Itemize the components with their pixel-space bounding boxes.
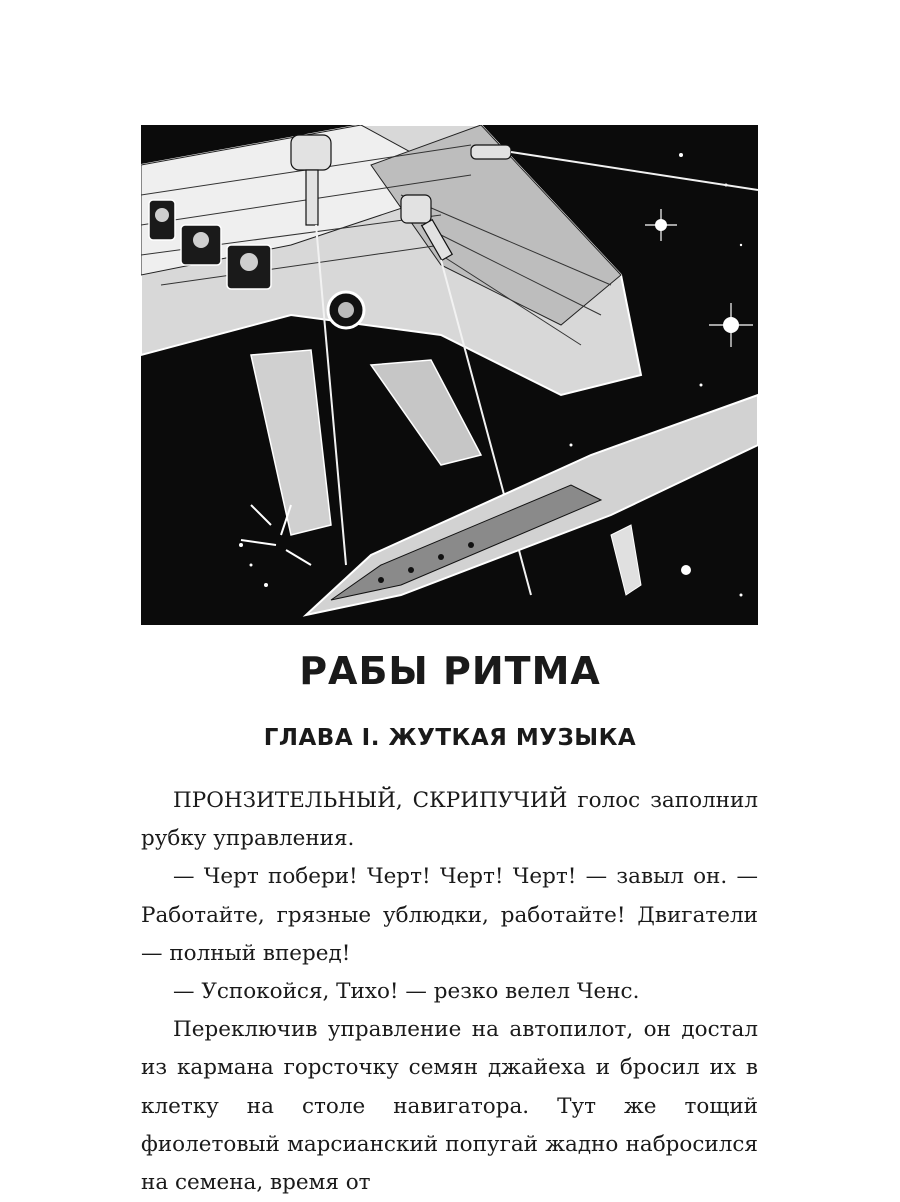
paragraph: — Черт побери! Черт! Черт! Черт! — завыл он. — Работайте, грязные ублюдки, работайте! Двигатели — полный вперед! <box>141 864 758 966</box>
chapter-title: ГЛАВА I. ЖУТКАЯ МУЗЫКА <box>263 725 637 751</box>
paragraph: — Успокойся, Тихо! — резко велел Ченс. <box>173 979 640 1005</box>
story-title: РАБЫ РИТМА <box>299 649 601 693</box>
body-text <box>141 782 758 1202</box>
paragraph: Переключив управление на автопилот, он достал из кармана горсточку семян джайехa и бросил их в клетку на столе навигатора. Тут же тощий фиолетовый марсианский попугай жадно набросился на семена, время от <box>141 1017 758 1196</box>
paragraph: ПРОНЗИТЕЛЬНЫЙ, СКРИПУЧИЙ голос заполнил рубку управления. <box>141 788 758 852</box>
chapter-illustration <box>141 125 758 625</box>
spaceship-illustration-icon <box>141 125 758 625</box>
